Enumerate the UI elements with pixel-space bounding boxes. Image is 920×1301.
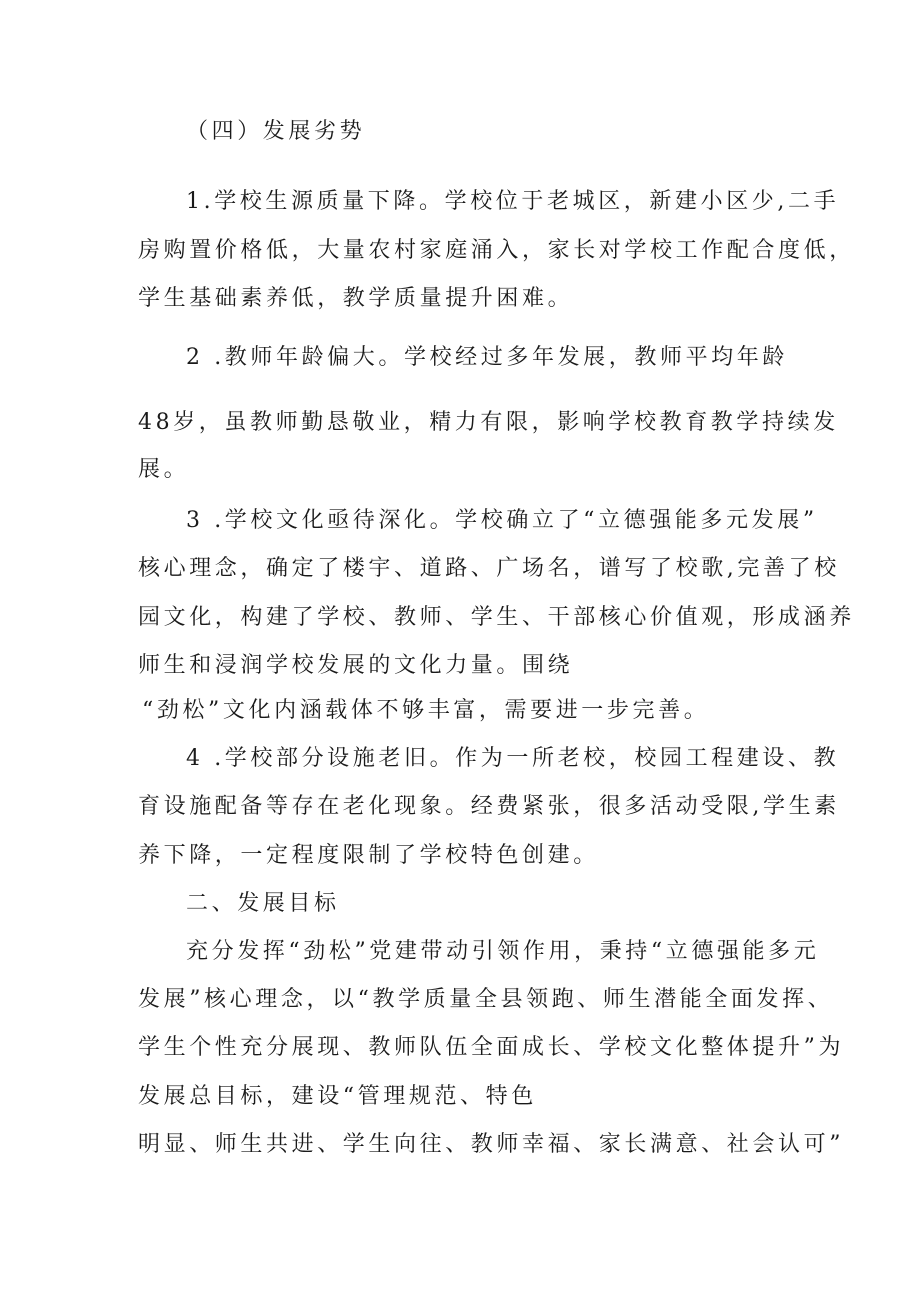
- item-1-line-2: 房购置价格低，大量农村家庭涌入，家长对学校工作配合度低，: [138, 238, 855, 263]
- item-1-line-3: 学生基础素养低，教学质量提升困难。: [138, 286, 574, 311]
- item-4-line-1: 4 .学校部分设施老旧。作为一所老校，校园工程建设、教: [186, 746, 840, 771]
- goal-line-4: 发展总目标，建设“管理规范、特色: [138, 1084, 537, 1109]
- item-3-line-3: 园文化，构建了学校、教师、学生、干部核心价值观，形成涵养: [138, 605, 855, 630]
- item-4-line-2: 育设施配备等存在老化现象。经费紧张，很多活动受限,学生素: [138, 794, 840, 819]
- item-3-line-2: 核心理念，确定了楼宇、道路、广场名，谱写了校歌,完善了校: [138, 556, 840, 581]
- goal-line-5: 明显、师生共进、学生向往、教师幸福、家长满意、社会认可”: [138, 1132, 845, 1157]
- item-2-line-1: 2 .教师年龄偏大。学校经过多年发展，教师平均年龄: [186, 345, 788, 370]
- item-3-line-5: “劲松”文化内涵载体不够丰富，需要进一步完善。: [142, 698, 710, 723]
- goal-heading: 二、发展目标: [186, 891, 340, 916]
- item-4-line-3: 养下降，一定程度限制了学校特色创建。: [138, 843, 599, 868]
- item-1-line-1: 1.学校生源质量下降。学校位于老城区，新建小区少,二手: [186, 189, 840, 214]
- item-3-line-1: 3 .学校文化亟待深化。学校确立了“立德强能多元发展”: [186, 508, 818, 533]
- goal-line-3: 学生个性充分展现、教师队伍全面成长、学校文化整体提升”为: [138, 1035, 845, 1060]
- goal-line-2: 发展”核心理念，以“教学质量全县领跑、师生潜能全面发挥、: [138, 987, 834, 1012]
- item-2-line-3: 展。: [138, 457, 190, 482]
- item-3-line-4: 师生和浸润学校发展的文化力量。围绕: [138, 653, 574, 678]
- goal-line-1: 充分发挥“劲松”党建带动引领作用，秉持“立德强能多元: [186, 939, 820, 964]
- section-heading-weaknesses: （四）发展劣势: [186, 119, 366, 144]
- item-2-line-2: 48岁，虽教师勤恳敬业，精力有限，影响学校教育教学持续发: [138, 410, 839, 435]
